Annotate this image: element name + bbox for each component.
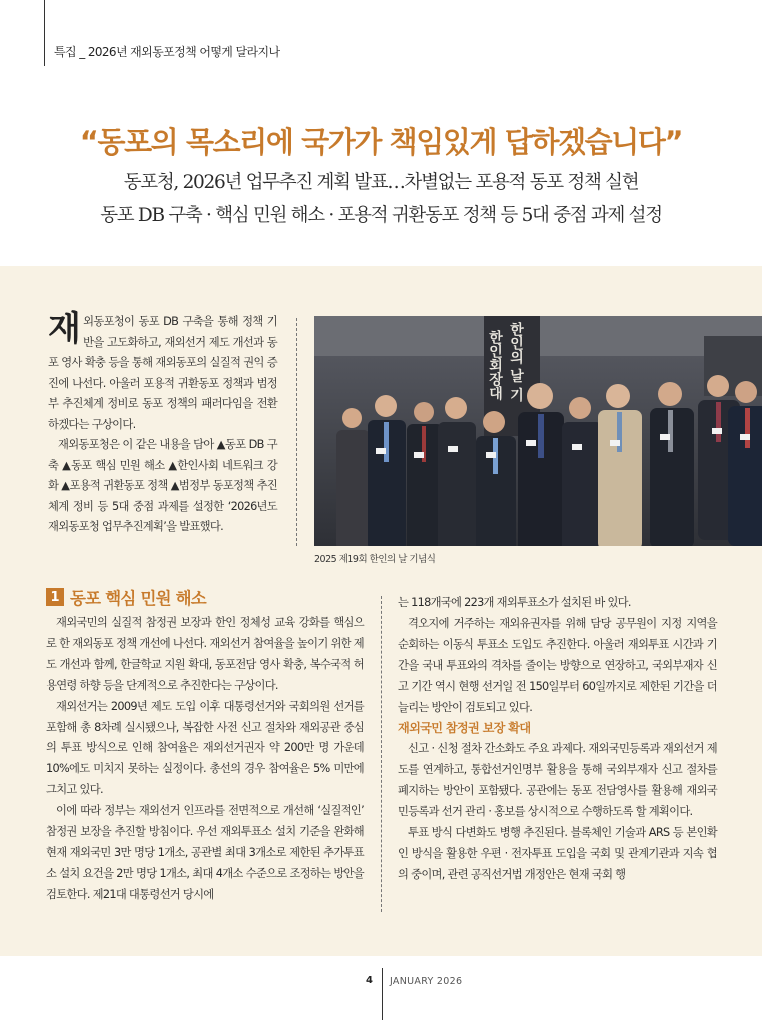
banner-text-2: 한인의 날 기 [508,322,524,402]
column-divider [381,596,382,912]
right-paragraph-3: 신고 · 신청 절차 간소화도 주요 과제다. 재외국민등록과 재외선거 제도를 연계하고, 통합선거인명부 활용을 통해 국외부재자 신고 절차를 폐지하는 방안이 포함됐다. 공관에는 동포 전담영사를 활용해 재외국민등록과 선거 관리 · 홍보를 상시적으로 수행하도록 할 계획이다. [398,742,717,819]
issue-date: JANUARY 2026 [390,976,463,987]
section-number-badge: 1 [46,588,64,606]
column-left [46,613,364,906]
headline: “동포의 목소리에 국가가 책임있게 답하겠습니다” [79,125,683,159]
right-subsection-title: 재외국민 참정권 보장 확대 [398,721,531,736]
intro-text [48,309,277,538]
section-tag: 특집 _ 2026년 재외동포정책 어떻게 달라지나 [54,45,280,59]
event-photo [314,316,762,546]
page-number: 4 [366,975,373,986]
right-paragraph-1: 는 118개국에 223개 재외투표소가 설치된 바 있다. [398,596,631,609]
section-1-heading [46,585,206,609]
footer-rule [382,968,383,1020]
header-rule [44,0,45,66]
column-right [398,593,717,886]
intro-paragraph-2: 재외동포청은 이 같은 내용을 담아 ▲동포 DB 구축 ▲동포 핵심 민원 해소 ▲한인사회 네트워크 강화 ▲포용적 귀환동포 정책 ▲범정부 동포정책 추진체계 정비 등 5대 중점 과제를 설정한 ‘2026년도 재외동포청 업무추진계획’을 발표했다. [48,438,277,533]
right-paragraph-4: 투표 방식 다변화도 병행 추진된다. 블록체인 기술과 ARS 등 본인확인 방식을 활용한 우편 · 전자투표 도입을 국회 및 관계기관과 지속 협의 중이며, 관련 공직선거법 개정안은 현재 국회 행 [398,825,717,881]
left-paragraph-1: 재외국민의 실질적 참정권 보장과 한인 정체성 교육 강화를 핵심으로 한 재외동포 정책 개선에 나선다. 재외선거 참여율을 높이기 위한 제도 개선과 함께, 한글학교 지원 확대, 동포전담 영사 확충, 복수국적 허용연령 하향 등을 단계적으로 추진한다는 구상이다. [46,616,364,692]
section-1-title: 동포 핵심 민원 해소 [70,589,206,608]
right-paragraph-2: 격오지에 거주하는 재외유권자를 위해 담당 공무원이 지정 지역을 순회하는 이동식 투표소 도입도 추진한다. 아울러 재외투표 시간과 기간을 국내 투표와의 격차를 줄이는 방향으로 연장하고, 국외부재자 신고 기간 역시 현행 선거일 전 150일부터 60일까지로 제한된 기간을 더 늘리는 방안이 검토되고 있다. [398,616,717,714]
intro-divider [296,318,297,546]
intro-paragraph-1 [48,309,277,435]
photo-caption: 2025 제19회 한인의 날 기념식 [314,554,436,565]
left-paragraph-2: 재외선거는 2009년 제도 도입 이후 대통령선거와 국회의원 선거를 포함해 총 8차례 실시됐으나, 복잡한 사전 신고 절차와 재외공관 중심의 투표 방식으로 인해 참여율은 재외선거권자 약 200만 명 가운데 10%에도 미치지 못하는 실정이다. 총선의 경우 참여율은 5% 미만에 그치고 있다. [46,699,364,797]
intro-paragraph-1-text: 외동포청이 동포 DB 구축을 통해 정책 기반을 고도화하고, 재외선거 제도 개선과 동포 영사 확충 등을 통해 재외동포의 실질적 권익 증진에 나선다. 아울러 포용적 귀환동포 정책과 범정부 추진체계 정비로 동포 정책의 패러다임을 전환하겠다는 구상이다. [48,315,277,431]
dropcap: 재 [48,309,81,349]
subhead-line-1: 동포청, 2026년 업무추진 계획 발표…차별없는 포용적 동포 정책 실현 [123,172,639,193]
subhead-line-2: 동포 DB 구축 · 핵심 민원 해소 · 포용적 귀환동포 정책 등 5대 중점 과제 설정 [100,205,662,226]
left-paragraph-3: 이에 따라 정부는 재외선거 인프라를 전면적으로 개선해 ‘실질적인’ 참정권 보장을 추진할 방침이다. 우선 재외투표소 설치 기준을 완화해 현재 재외국민 3만 명당 1개소, 공관별 최대 3개소로 제한된 추가투표소 설치 요건을 2만 명당 1개소, 최대 4개소 수준으로 조정하는 방안을 검토한다. 제21대 대통령선거 당시에 [46,804,364,901]
banner-text-1: 한인회장대 [487,330,503,400]
